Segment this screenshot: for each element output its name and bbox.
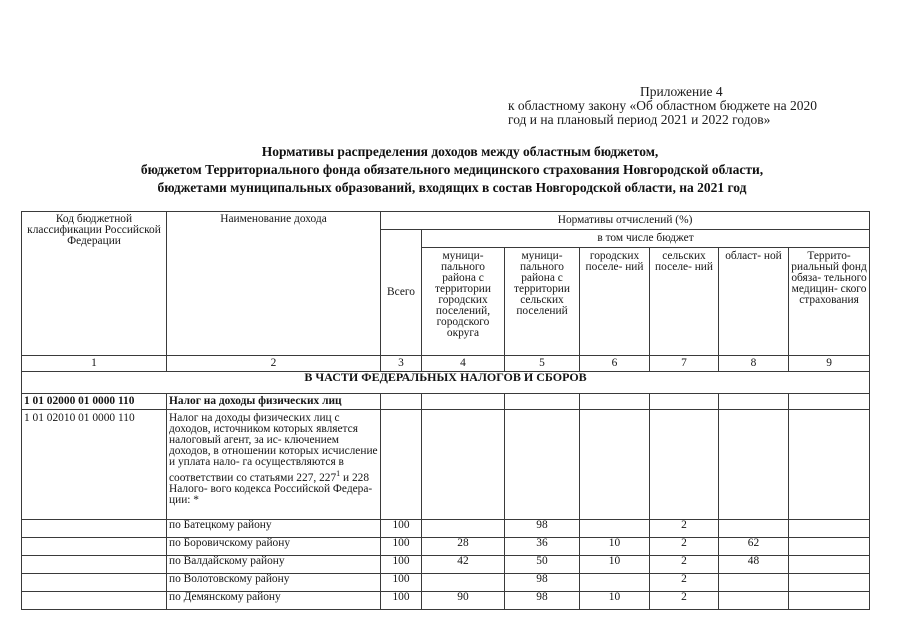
table-row [22,592,870,610]
budget-code: 1 01 02010 01 0000 110 [22,410,167,520]
column-number: 9 [789,356,870,372]
value-regional [719,520,789,538]
district-name: по Валдайскому району [167,556,381,574]
value-rural-settlements: 2 [650,574,719,592]
table-row [22,520,870,538]
document-heading-line1: Нормативы распределения доходов между областным бюджетом, [261,144,659,159]
table-row [22,538,870,556]
header-urban-settlements: городских поселе- ний [580,248,650,356]
value-medical-fund [789,520,870,538]
header-municipal-urban: муници- пального района с территории городских поселений, городского округа [422,248,505,356]
value-total: 100 [381,520,422,538]
value-municipal-rural: 50 [505,556,580,574]
appendix-law-reference-line1: к областному закону «Об областном бюджете на 2020 [508,98,817,113]
income-name-part2: и 228 Налого- вого кодекса Российской Федера- ции: * [169,471,373,506]
value-total: 100 [381,574,422,592]
column-number: 4 [422,356,505,372]
value-municipal-urban: 90 [422,592,505,610]
value-regional: 62 [719,538,789,556]
column-number: 8 [719,356,789,372]
column-number: 1 [22,356,167,372]
district-name: по Демянскому району [167,592,381,610]
header-medical-fund: Террито- риальный фонд обяза- тельного медицин- ского страхования [789,248,870,356]
header-norms: Нормативы отчислений (%) [381,212,870,230]
value-rural-settlements: 2 [650,538,719,556]
value-municipal-rural: 36 [505,538,580,556]
income-name [167,410,381,520]
appendix-law-reference-line2: год и на плановый период 2021 и 2022 годов» [508,112,771,127]
value-rural-settlements: 2 [650,520,719,538]
header-code: Код бюджетной классификации Российской Федерации [22,212,167,356]
district-name: по Волотовскому району [167,574,381,592]
column-number: 3 [381,356,422,372]
value-medical-fund [789,556,870,574]
column-number: 5 [505,356,580,372]
table-row [22,410,870,520]
value-urban-settlements [580,574,650,592]
header-municipal-rural: муници- пального района с территории сельских поселений [505,248,580,356]
budget-code: 1 01 02000 01 0000 110 [22,394,167,410]
value-municipal-rural: 98 [505,520,580,538]
income-name-part1: Налог на доходы физических лиц с доходов, источником которых является налоговый агент, за ис- ключением доходов, в отношении которых исчисление и уплата нало- га осуществляются в соответствии со статьями 227, 227 [169,412,378,484]
value-regional [719,574,789,592]
value-regional [719,592,789,610]
value-urban-settlements: 10 [580,538,650,556]
value-medical-fund [789,574,870,592]
value-rural-settlements: 2 [650,592,719,610]
value-medical-fund [789,592,870,610]
header-income-name: Наименование дохода [167,212,381,356]
column-number: 6 [580,356,650,372]
value-total: 100 [381,538,422,556]
value-municipal-urban: 28 [422,538,505,556]
district-name: по Батецкому району [167,520,381,538]
income-name-superscript: 1 [336,469,341,478]
value-rural-settlements: 2 [650,556,719,574]
appendix-title: Приложение 4 [640,84,723,99]
header-including-budget: в том числе бюджет [422,230,870,248]
value-urban-settlements: 10 [580,592,650,610]
value-total: 100 [381,592,422,610]
norms-table [21,211,870,610]
column-number: 2 [167,356,381,372]
header-rural-settlements: сельских поселе- ний [650,248,719,356]
table-row [22,394,870,410]
value-municipal-urban: 42 [422,556,505,574]
section-row [22,372,870,394]
district-name: по Боровичскому району [167,538,381,556]
value-total: 100 [381,556,422,574]
table-row [22,574,870,592]
income-name: Налог на доходы физических лиц [167,394,381,410]
value-urban-settlements: 10 [580,556,650,574]
value-urban-settlements [580,520,650,538]
value-municipal-rural: 98 [505,574,580,592]
document-heading-line2: бюджетом Территориального фонда обязательного медицинского страхования Новгородской области, [140,162,764,177]
value-municipal-urban [422,574,505,592]
column-number: 7 [650,356,719,372]
value-municipal-rural: 98 [505,592,580,610]
value-municipal-urban [422,520,505,538]
document-heading-line3: бюджетами муниципальных образований, входящих в состав Новгородской области, на 2021 год [157,180,747,195]
header-total: Всего [381,230,422,356]
header-regional: област- ной [719,248,789,356]
value-medical-fund [789,538,870,556]
table-row [22,556,870,574]
section-title: В ЧАСТИ ФЕДЕРАЛЬНЫХ НАЛОГОВ И СБОРОВ [22,372,870,394]
value-regional: 48 [719,556,789,574]
